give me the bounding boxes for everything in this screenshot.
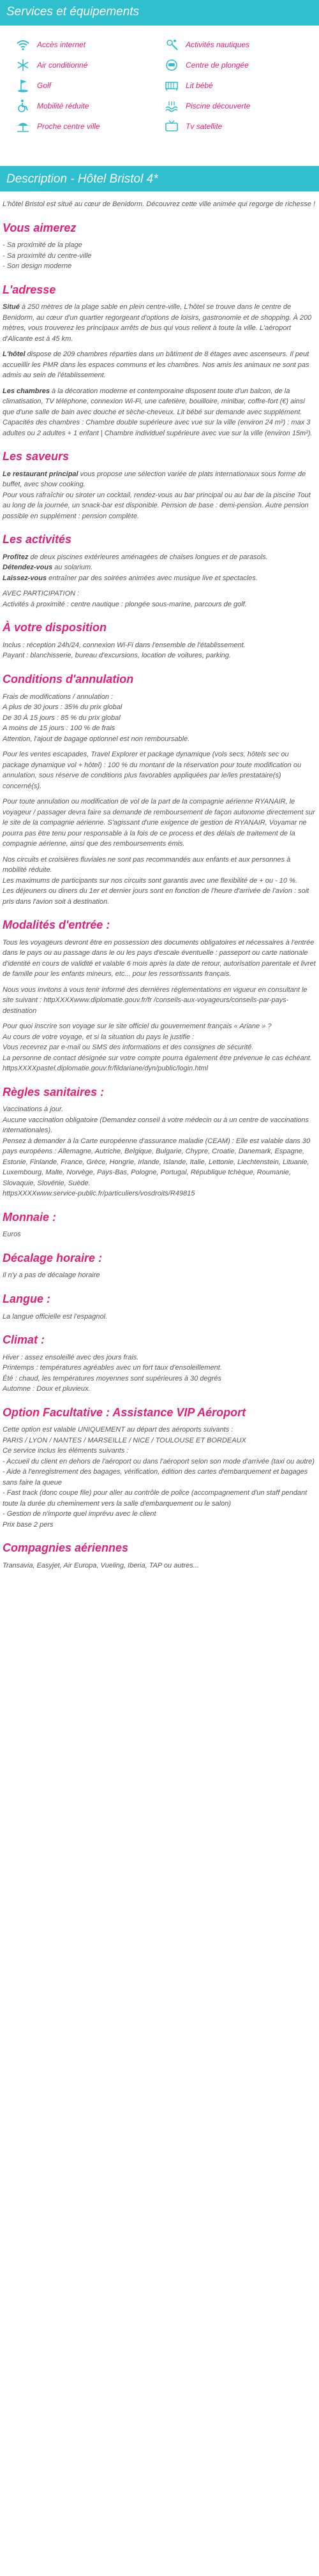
text: vous propose une sélection variée de plats internationaux sous forme de buffet, avec show cooking.	[3, 470, 306, 489]
monnaie-text: Euros	[3, 1231, 21, 1239]
compagnies-text: Transavia, Easyjet, Air Europa, Vueling, Iberia, TAP ou autres...	[3, 1561, 199, 1569]
text: à la décoration moderne et contemporaine disposent toute d'un balcon, de la climatisation, TV téléphone, connexion Wi-Fi, une cafetière, bouilloire, minibar, coffre-fort (€) ainsi que d'une salle de bain avec douche et sèche-cheveux. Lit bébé sur demande avec supplément.	[3, 387, 305, 416]
text-line	[3, 573, 316, 584]
option-list	[3, 1425, 316, 1530]
saveurs-paragraph	[3, 469, 316, 522]
section-title-aimerez: Vous aimerez	[3, 221, 77, 234]
section-title-compagnies: Compagnies aériennes	[3, 1541, 129, 1555]
golf-icon	[14, 79, 32, 93]
adresse-paragraph	[3, 386, 316, 439]
text: Nos circuits et croisières fluviales ne sont pas recommandés aux enfants et aux personnes à mobilité réduite.	[3, 855, 291, 874]
services-list	[0, 26, 319, 137]
diving-icon	[163, 58, 181, 72]
section-title-monnaie: Monnaie :	[3, 1210, 56, 1224]
list-item: - Son design moderne	[3, 262, 72, 271]
text: Pensez à demander à la Carte européenne d'assurance maladie (CEAM) : Elle est valable dans 30 pays européens : Allemagne, Autriche, Belgique, Bulgarie, Chypre, Croatie, Danemark, Espagne, Estonie, Finlande, France, Grèce, Hongrie, Irlande, Islande, Italie, Lettonie, Liechtenstein, Lituanie, Luxembourg, Malte, Norvège, Pays-Bas, Pologne, Portugal, République tchèque, Roumanie, Slovaquie, Slovénie, Suède.	[3, 1137, 311, 1187]
description-intro: L'hôtel Bristol est situé au cœur de Benidorm. Découvrez cette ville animée qui regorge de richesse !	[3, 200, 316, 208]
list-item: Automne : Doux et pluvieux.	[3, 1385, 91, 1393]
adresse-paragraph	[3, 349, 316, 381]
crib-icon	[163, 79, 181, 93]
service-label: Activités nautiques	[186, 40, 250, 49]
annulation-paragraph: Pour toute annulation ou modification de vol de la part de la compagnie aérienne RYANAIR, le voyageur / passager devra faire sa demande de remboursement de façon autonome directement sur le site de la compagnie aérienne. S'agissant d'une exigence de gestion de RYANAIR, Voyamar ne pourra pas être tenu pour responsable à la fois de ce process et des délais de traitement de la compagnie aérienne, ainsi que des remboursements émis.	[3, 798, 315, 848]
spacer	[3, 583, 316, 588]
section-title-adresse: L'adresse	[3, 283, 56, 296]
text: AVEC PARTICIPATION :	[3, 590, 80, 598]
emphasis: Profitez	[3, 553, 29, 561]
list-item: Prix base 2 pers	[3, 1520, 54, 1529]
list-item: Printemps : températures agréables avec un fort taux d'ensoleillement.	[3, 1364, 222, 1372]
wheelchair-icon	[14, 99, 32, 113]
beach-icon	[14, 119, 32, 133]
description-title: Description - Hôtel Bristol 4*	[6, 172, 158, 186]
modalites-paragraph: Tous les voyageurs devront être en possession des documents obligatoires et nécessaires à l'entrée dans le pays ou au passage dans le ou les pays d'escale éventuelle : passeport ou carte nationale d'identité en cours de validité et valable 6 mois après la date de retour, autorisation parentale et livret de famille pour les enfants mineurs, etc... pour les ressortissants français.	[3, 938, 316, 978]
emphasis: Détendez-vous	[3, 564, 53, 572]
langue-text: La langue officielle est l'espagnol.	[3, 1312, 108, 1321]
text: httpsXXXXwww.service-public.fr/particuliers/vosdroits/R49815	[3, 1190, 195, 1198]
description-header	[0, 166, 319, 191]
text-line	[3, 562, 316, 573]
snowflake-icon	[14, 58, 32, 72]
text: Inclus : réception 24h/24, connexion Wi-Fi dans l'ensemble de l'établissement.	[3, 641, 246, 649]
text: au solarium.	[52, 564, 93, 572]
service-item-golf	[14, 75, 156, 96]
section-title-langue: Langue :	[3, 1292, 50, 1305]
list-item: A plus de 30 jours : 35% du prix global	[3, 703, 122, 712]
service-item-centre-ville	[14, 116, 156, 137]
list-item: - Sa proximité de la plage	[3, 241, 82, 250]
section-title-sanitaires: Règles sanitaires :	[3, 1085, 105, 1098]
section-title-annulation: Conditions d'annulation	[3, 672, 134, 685]
service-item-air	[14, 55, 156, 75]
tv-icon	[163, 119, 181, 133]
text: Vaccinations à jour.	[3, 1105, 64, 1114]
text: de deux piscines extérieures aménagées de chaises longues et de parasols.	[28, 553, 268, 561]
text: dispose de 209 chambres réparties dans un bâtiment de 8 étages avec ascenseurs. Il peut accueillir les PMR dans les espaces communs et les chambres. Nos amis les animaux ne sont pas admis au sein de l'établissement.	[3, 350, 309, 380]
service-item-lit-bebe	[163, 75, 305, 96]
text: Au cours de votre voyage, et si la situation du pays le justifie :	[3, 1033, 195, 1041]
service-label: Golf	[37, 81, 52, 90]
text: httpsXXXXpastel.diplomatie.gouv.fr/fildariane/dyn/public/login.html	[3, 1065, 209, 1073]
emphasis: Le restaurant principal	[3, 470, 78, 478]
aimerez-list	[3, 240, 316, 272]
text: Aucune vaccination obligatoire (Demandez conseil à votre médecin ou à un centre de vaccinations internationales).	[3, 1116, 309, 1135]
service-label: Mobilité réduite	[37, 101, 89, 110]
service-label: Centre de plongée	[186, 61, 249, 70]
text: Vous recevrez par e-mail ou SMS des informations et des consignes de sécurité.	[3, 1044, 254, 1052]
section-title-climat: Climat :	[3, 1333, 45, 1347]
text: Pour vous rafraîchir ou siroter un cocktail, rendez-vous au bar principal ou au bar de la piscine Tout au long de la journée, un snack-bar est disponible. Pension de base : demi-pension. Autre pension possible en supplément : pension complète.	[3, 491, 311, 520]
activites-paragraph	[3, 552, 316, 610]
list-item: PARIS / LYON / NANTES / MARSEILLE / NICE / TOULOUSE ET BORDEAUX	[3, 1436, 246, 1444]
text: entraîner par des soirées animées avec musique live et spectacles.	[47, 574, 258, 582]
service-label: Piscine découverte	[186, 101, 251, 110]
emphasis: Situé	[3, 303, 20, 311]
section-title-option: Option Facultative : Assistance VIP Aéroport	[3, 1405, 246, 1419]
section-title-activites: Les activités	[3, 533, 72, 546]
service-item-mobilite	[14, 96, 156, 116]
text-line	[3, 552, 316, 563]
services-header	[0, 0, 319, 26]
service-item-internet	[14, 34, 156, 55]
decalage-text: Il n'y a pas de décalage horaire	[3, 1271, 100, 1280]
annulation-paragraph: Pour les ventes escapades, Travel Explorer et package dynamique (vols secs, hôtels sec ou package dynamique vol + hôtel) : 100 % du montant de la réservation pour toute modification ou annulation, sous réserve de conditions plus favorables appliquées par le/les prestataire(s) concerné(s).	[3, 751, 302, 790]
service-label: Air conditionné	[37, 61, 88, 70]
service-label: Tv satellite	[186, 122, 223, 131]
text: Payant : blanchisserie, bureau d'excursions, location de voitures, parking.	[3, 652, 231, 660]
list-item: Hiver : assez ensoleillé avec des jours frais.	[3, 1353, 139, 1361]
service-item-activites	[163, 34, 305, 55]
service-item-piscine	[163, 96, 305, 116]
heated-pool-icon	[163, 99, 181, 113]
wifi-icon	[14, 38, 32, 52]
text: Activités à proximité : centre nautique : plongée sous-marine, parcours de golf.	[3, 600, 247, 608]
climat-list	[3, 1352, 316, 1395]
service-item-plongee	[163, 55, 305, 75]
service-label: Accès internet	[37, 40, 86, 49]
list-item: Cette option est valable UNIQUEMENT au départ des aéroports suivants :	[3, 1426, 234, 1434]
text: Les déjeuners ou diners du 1er et dernier jours sont en fonction de l'heure d'arrivée de l'avion : soit pris dans l'avion soit à destination.	[3, 887, 309, 906]
sanitaires-paragraph	[3, 1104, 316, 1199]
services-title: Services et équipements	[6, 5, 140, 19]
emphasis: Les chambres	[3, 387, 50, 395]
list-item: - Aide à l'enregistrement des bagages, vérification, édition des cartes d'embarquement et bagages sans faire la queue	[3, 1468, 308, 1486]
disposition-paragraph	[3, 640, 316, 661]
list-item: A moins de 15 jours : 100 % de frais	[3, 724, 115, 733]
list-item: De 30 À 15 jours : 85 % du prix global	[3, 714, 121, 722]
service-label: Lit bébé	[186, 81, 213, 90]
modalites-paragraph: Nous vous invitons à vous tenir informé des dernières réglementations en vigueur en consultant le site suivant : httpXXXXwww.diplomatie.gouv.fr/fr /conseils-aux-voyageurs/conseils-par-pays-destination	[3, 985, 308, 1015]
annulation-list	[3, 692, 316, 745]
list-item: Été : chaud, les températures moyennes sont supérieures à 30 degrés	[3, 1374, 222, 1382]
service-label: Proche centre ville	[37, 122, 100, 131]
section-title-saveurs: Les saveurs	[3, 450, 70, 463]
list-item: Attention, l'ajout de bagage optionnel est non remboursable.	[3, 735, 190, 743]
list-item: - Sa proximité du centre-ville	[3, 251, 92, 260]
text: Pour quoi inscrire son voyage sur le site officiel du gouvernement français « Ariane » ?	[3, 1022, 272, 1031]
list-item: Ce service inclus les éléments suivants :	[3, 1447, 129, 1455]
section-title-disposition: À votre disposition	[3, 621, 107, 634]
adresse-paragraph	[3, 302, 316, 344]
text: Capacités des chambres : Chambre double supérieure avec vue sur la ville (environ 24 m²) : max 3 adultes ou 2 adultes + 1 enfant | Chambre individuel supérieure avec vue sur la ville (environ 15m²).	[3, 419, 313, 437]
list-item: - Gestion de n'importe quel imprévu avec le client	[3, 1510, 156, 1518]
emphasis: L'hôtel	[3, 350, 26, 359]
modalites-paragraph	[3, 1021, 316, 1074]
section-title-decalage: Décalage horaire :	[3, 1251, 103, 1264]
list-item: Frais de modifications / annulation :	[3, 693, 114, 701]
description-content	[0, 199, 319, 1571]
emphasis: Laissez-vous	[3, 574, 47, 582]
activities-icon	[163, 38, 181, 52]
list-item: - Fast track (donc coupe file) pour aller au contrôle de police (accompagnement d'un staff pendant toute la durée du cheminement vers la salle d'embarquement ou le salon)	[3, 1489, 308, 1508]
annulation-paragraph	[3, 855, 316, 908]
list-item: - Accueil du client en dehors de l'aéroport ou dans l'aéroport selon son mode d'arrivée (taxi ou autre)	[3, 1457, 315, 1465]
text: La personne de contact désignée sur votre compte pourra également être prévenue le cas échéant.	[3, 1054, 312, 1062]
text: à 250 mètres de la plage sable en plein centre-ville, L'hôtel se trouve dans le centre de Benidorm, au cœur d'un quartier regorgeant d'options de loisirs, gastronomie et de shopping. À 200 mètres, vous trouverez les principaux arrêts de bus qui vous relient à toute la ville. L'aéroport d'Alicante est à 45 km.	[3, 303, 312, 343]
text: Les maximums de participants sur nos circuits sont garantis avec une flexibilité de + ou - 10 %.	[3, 876, 297, 885]
section-title-modalites: Modalités d'entrée :	[3, 918, 110, 932]
service-item-tv	[163, 116, 305, 137]
